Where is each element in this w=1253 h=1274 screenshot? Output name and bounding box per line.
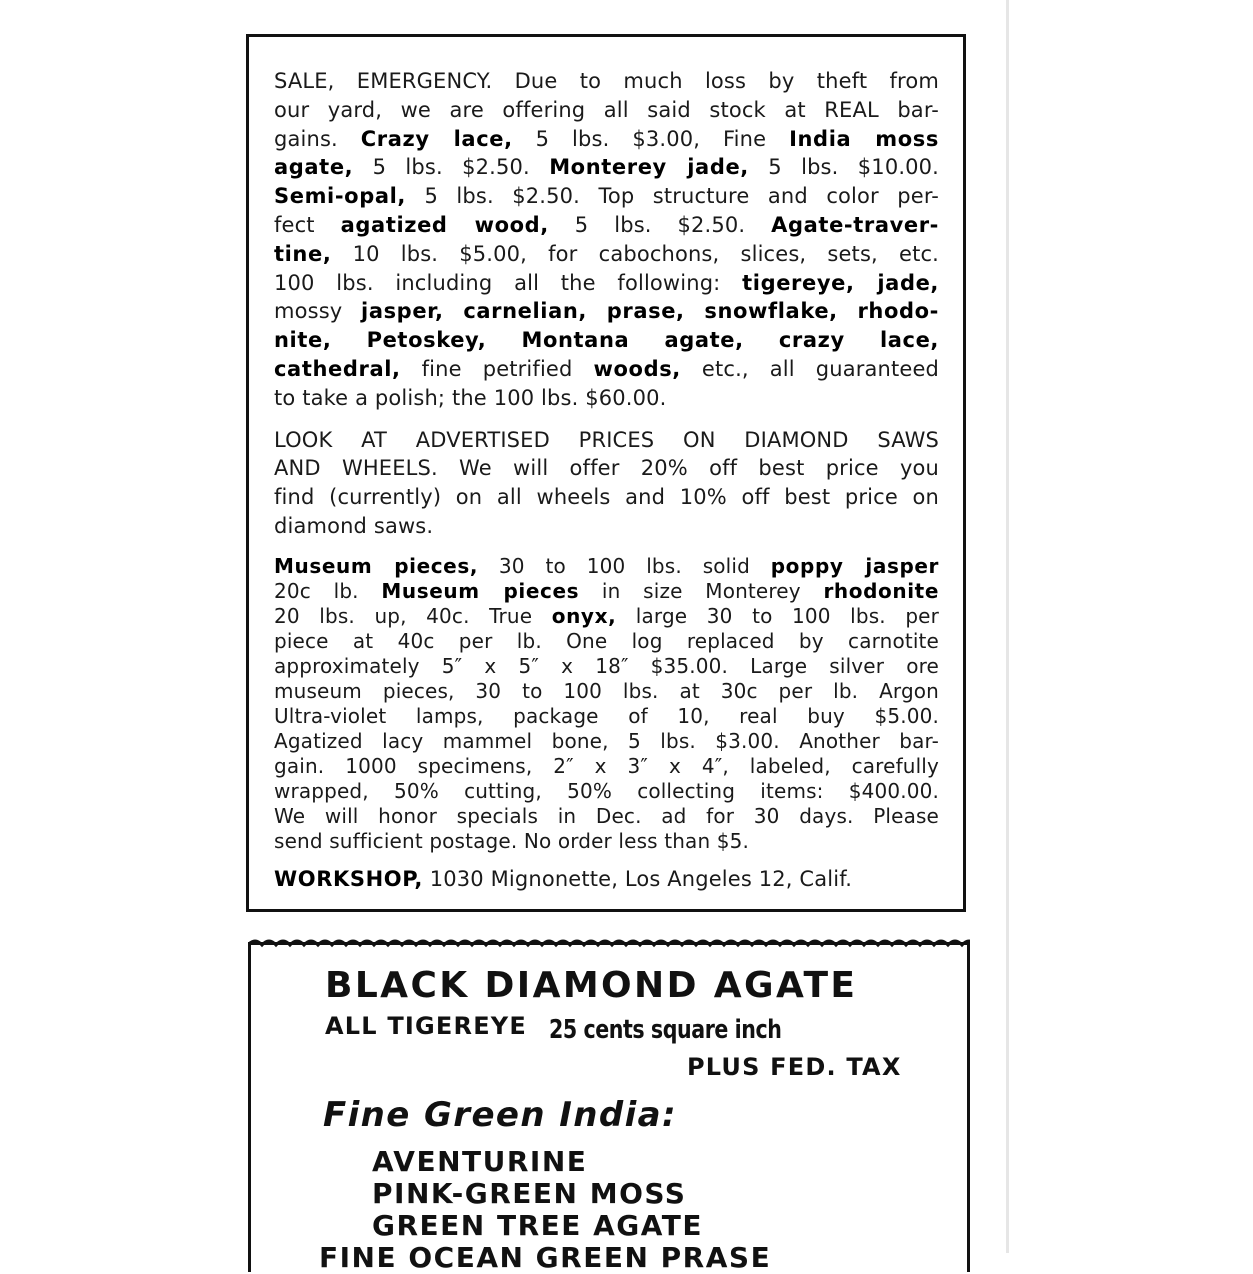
text-line xyxy=(274,125,939,154)
stone-item: AVENTURINE xyxy=(372,1145,588,1178)
bold-text: India moss xyxy=(789,126,939,151)
text-run: 5 lbs. $10.00. xyxy=(748,155,940,180)
text-line xyxy=(274,96,939,125)
text-run: 5 lbs. $3.00, Fine xyxy=(512,126,790,151)
text-line xyxy=(274,865,939,894)
text-line xyxy=(274,297,939,326)
ad-title: BLACK DIAMOND AGATE xyxy=(325,965,858,1006)
text-run: Ultra-violet lamps, package of 10, real buy $5.00. xyxy=(274,703,939,728)
bold-text: tine, xyxy=(274,241,332,266)
text-run: large 30 to 100 lbs. per xyxy=(616,603,940,628)
text-line xyxy=(274,604,939,629)
text-run: gain. 1000 specimens, 2″ x 3″ x 4″, labeled, carefully xyxy=(274,753,939,778)
text-run: mossy xyxy=(274,299,362,324)
bold-text: Monterey jade, xyxy=(549,155,749,180)
text-line xyxy=(274,829,939,854)
text-run: 5 lbs. $2.50. Top structure and color per- xyxy=(405,184,939,209)
bold-text: onyx, xyxy=(551,603,617,628)
text-line xyxy=(274,729,939,754)
text-line xyxy=(274,182,939,211)
stone-item: FINE OCEAN GREEN PRASE xyxy=(319,1241,772,1274)
text-run: We will honor specials in Dec. ad for 30 days. Please xyxy=(274,803,939,828)
text-run: museum pieces, 30 to 100 lbs. at 30c per lb. Argon xyxy=(274,678,939,703)
text-run: Agatized lacy mammel bone, 5 lbs. $3.00. Another bar- xyxy=(274,728,939,753)
text-line xyxy=(274,704,939,729)
bold-text: tigereye, jade, xyxy=(742,270,939,295)
bold-text: Agate-traver- xyxy=(771,212,939,237)
text-run: find (currently) on all wheels and 10% off best price on xyxy=(274,485,939,510)
text-line xyxy=(274,426,939,455)
bold-text: Crazy lace, xyxy=(360,126,513,151)
bold-text: agate, xyxy=(274,155,354,180)
text-line xyxy=(274,355,939,384)
wavy-border-line xyxy=(248,941,970,945)
text-run: our yard, we are offering all said stock at REAL bar- xyxy=(274,97,939,122)
bold-text: jasper, carnelian, prase, snowflake, rhodo- xyxy=(361,299,939,324)
text-run: 20 lbs. up, 40c. True xyxy=(274,603,552,628)
text-line xyxy=(274,269,939,298)
bold-text: WORKSHOP, xyxy=(274,866,423,891)
saws-paragraph xyxy=(274,426,939,541)
text-run: to take a polish; the 100 lbs. $60.00. xyxy=(274,385,667,410)
text-run: 5 lbs. $2.50. xyxy=(353,155,550,180)
text-line xyxy=(274,804,939,829)
workshop-ad xyxy=(246,34,966,912)
text-line xyxy=(274,654,939,679)
museum-paragraph xyxy=(274,554,939,854)
text-run: gains. xyxy=(274,126,361,151)
bold-text: agatized wood, xyxy=(340,212,549,237)
black-diamond-ad xyxy=(248,942,970,1272)
text-run: SALE, EMERGENCY. Due to much loss by theft from xyxy=(274,69,939,93)
text-run: 5 lbs. $2.50. xyxy=(548,212,772,237)
text-line xyxy=(274,512,939,541)
bold-text: woods, xyxy=(593,356,681,381)
text-run: LOOK AT ADVERTISED PRICES ON DIAMOND SAWS xyxy=(274,427,939,452)
stone-item: GREEN TREE AGATE xyxy=(372,1209,704,1242)
text-run: piece at 40c per lb. One log replaced by carnotite xyxy=(274,628,939,653)
text-line xyxy=(274,153,939,182)
text-line xyxy=(274,554,939,579)
stone-item: PINK-GREEN MOSS xyxy=(372,1177,687,1210)
text-run: etc., all guaranteed xyxy=(680,356,939,381)
text-line xyxy=(274,384,939,413)
text-run: AND WHEELS. We will offer 20% off best price you xyxy=(274,456,939,481)
bold-text: Museum pieces, xyxy=(274,553,479,578)
text-run: fect xyxy=(274,212,341,237)
bold-text: nite, Petoskey, Montana agate, crazy lace, xyxy=(274,328,939,353)
bold-text: Semi-opal, xyxy=(274,184,406,209)
wavy-border xyxy=(248,935,970,949)
text-line xyxy=(274,679,939,704)
text-run: approximately 5″ x 5″ x 18″ $35.00. Large silver ore xyxy=(274,653,939,678)
text-run: in size Monterey xyxy=(579,578,824,603)
tax-label: PLUS FED. TAX xyxy=(687,1053,902,1081)
bold-text: poppy jasper xyxy=(770,553,939,578)
workshop-address xyxy=(274,865,939,894)
text-run: diamond saws. xyxy=(274,513,434,538)
text-line xyxy=(274,240,939,269)
bold-text: rhodonite xyxy=(823,578,939,603)
text-run: 100 lbs. including all the following: xyxy=(274,270,743,295)
text-run: 30 to 100 lbs. solid xyxy=(478,553,771,578)
text-run: 10 lbs. $5.00, for cabochons, slices, sets, etc. xyxy=(331,241,939,266)
text-line xyxy=(274,579,939,604)
text-run: 20c lb. xyxy=(274,578,382,603)
text-line xyxy=(274,67,939,96)
text-line xyxy=(274,629,939,654)
text-line xyxy=(274,779,939,804)
text-line xyxy=(274,483,939,512)
text-run: send sufficient postage. No order less than $5. xyxy=(274,828,750,853)
text-line xyxy=(274,754,939,779)
text-run: 1030 Mignonette, Los Angeles 12, Calif. xyxy=(422,866,853,891)
fine-green-heading: Fine Green India: xyxy=(323,1095,678,1135)
price-label: 25 cents square inch xyxy=(549,1015,782,1045)
bold-text: cathedral, xyxy=(274,356,401,381)
text-line xyxy=(274,326,939,355)
sale-paragraph xyxy=(274,67,939,413)
text-line xyxy=(274,211,939,240)
text-run: wrapped, 50% cutting, 50% collecting items: $400.00. xyxy=(274,778,939,803)
all-tigereye-label: ALL TIGEREYE xyxy=(325,1012,527,1040)
page-edge xyxy=(1006,0,1253,1253)
text-line xyxy=(274,454,939,483)
text-run: fine petrified xyxy=(400,356,594,381)
bold-text: Museum pieces xyxy=(381,578,580,603)
